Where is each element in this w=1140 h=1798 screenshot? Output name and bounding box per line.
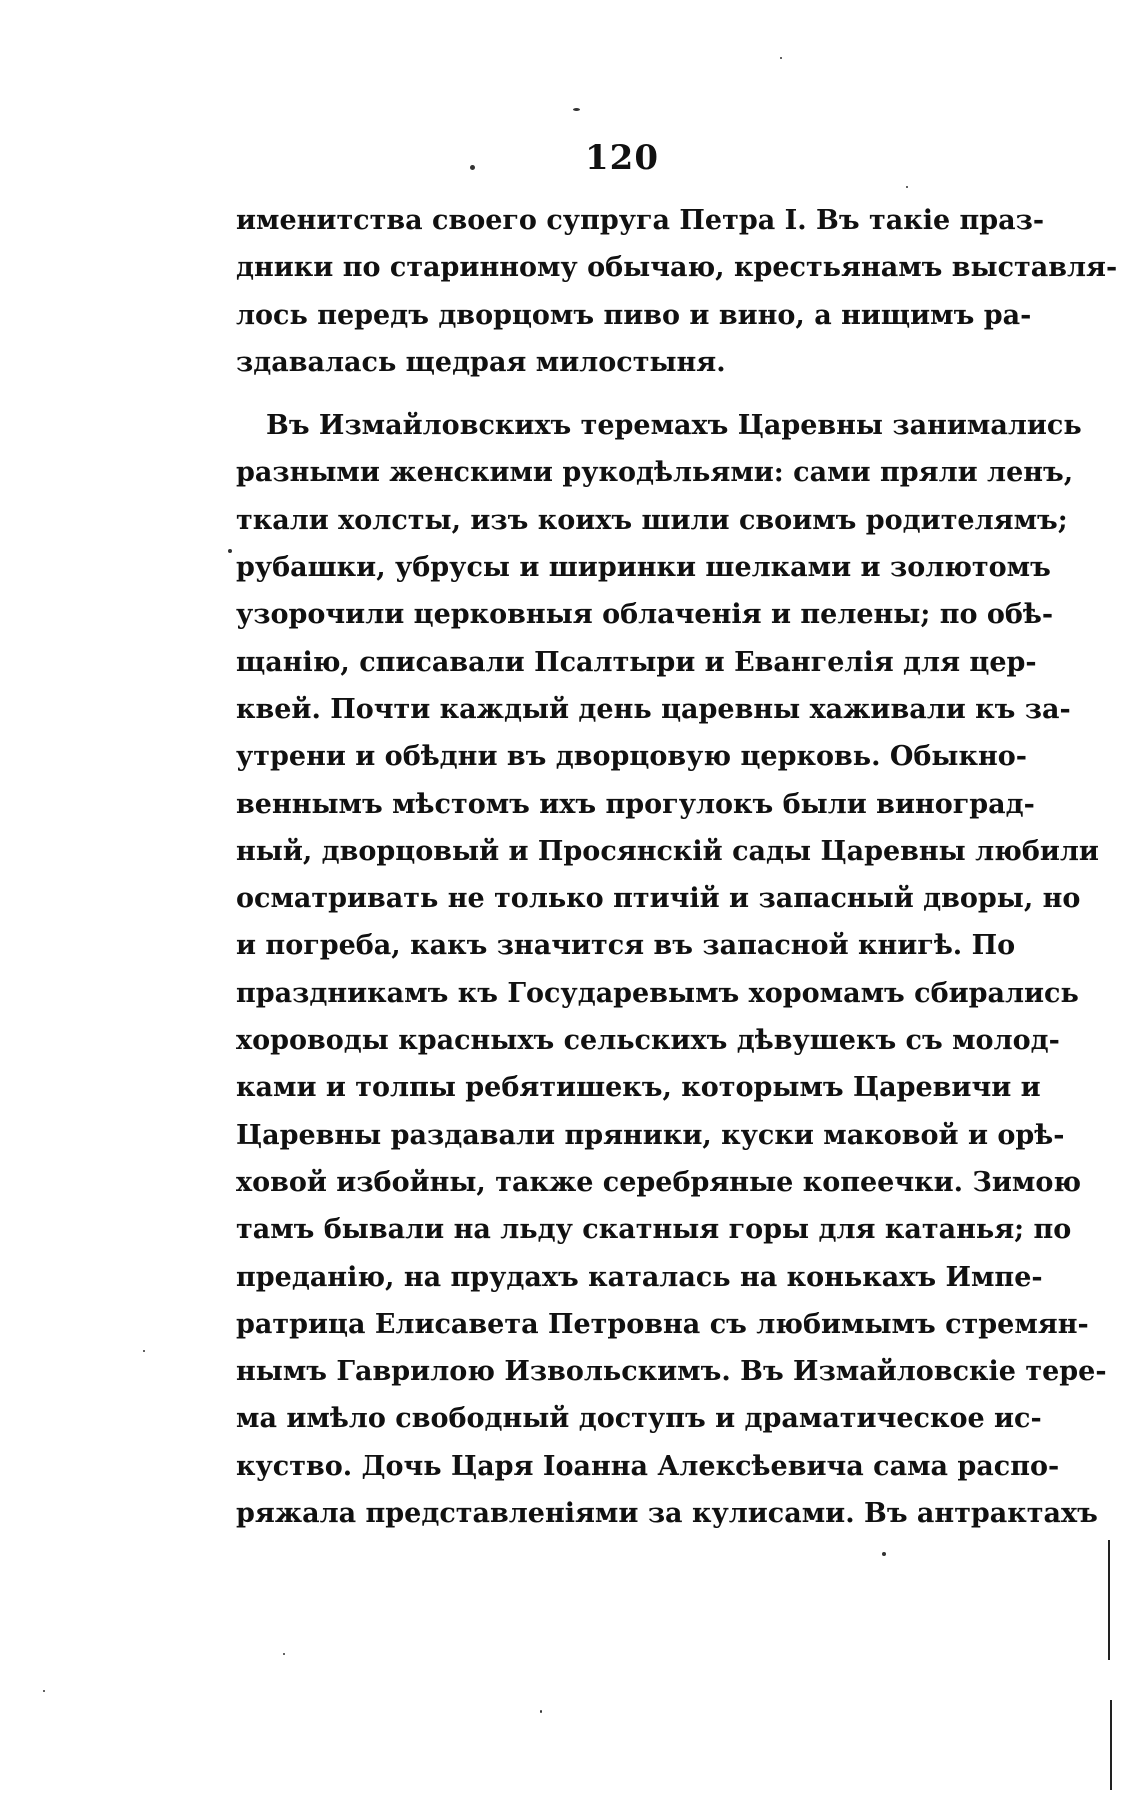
text-line: ками и толпы ребятишекъ, которымъ Царевичи и — [236, 1072, 1041, 1104]
text-line: ма имѣло свободный доступъ и драматическое ис- — [236, 1403, 1042, 1435]
text-line: ратрица Елисавета Петровна съ любимымъ стремян- — [236, 1308, 1089, 1340]
scan-speck — [540, 1710, 542, 1713]
scan-speck — [228, 549, 232, 553]
text-line: ткали холсты, изъ коихъ шили своимъ родителямъ; — [236, 504, 1068, 536]
text-line: здавалась щедрая милостыня. — [236, 346, 726, 378]
scan-speck — [43, 1690, 45, 1692]
text-line: квей. Почти каждый день царевны хаживали къ за- — [236, 693, 1071, 725]
text-line: осматривать не только птичій и запасный дворы, но — [236, 883, 1081, 915]
text-line: разными женскими рукодѣльями: сами пряли ленъ, — [236, 457, 1074, 489]
scan-speck — [283, 1653, 285, 1655]
scan-speck — [780, 57, 782, 59]
text-line: узорочили церковныя облаченія и пелены; по обѣ- — [236, 599, 1054, 631]
scan-speck — [882, 1552, 886, 1556]
text-line: щанію, списавали Псалтыри и Евангелія для цер- — [236, 646, 1037, 678]
text-line: именитства своего супруга Петра I. Въ такіе праз- — [236, 205, 1045, 236]
text-line: ный, дворцовый и Просянскій сады Царевны любили — [236, 835, 1099, 867]
text-line: ряжала представленіями за кулисами. Въ антрактахъ — [236, 1498, 1098, 1530]
scan-speck — [143, 1350, 145, 1352]
text-line: Въ Измайловскихъ теремахъ Царевны занимались — [266, 410, 1082, 442]
text-line: веннымъ мѣстомъ ихъ прогулокъ были виноград- — [236, 788, 1035, 820]
text-line: тамъ бывали на льду скатныя горы для катанья; по — [236, 1214, 1072, 1246]
body-text — [236, 197, 1118, 1537]
text-line: Царевны раздавали пряники, куски маковой и орѣ- — [236, 1119, 1065, 1151]
text-line: праздникамъ къ Государевымъ хоромамъ сбирались — [236, 977, 1079, 1009]
scan-speck — [470, 165, 475, 170]
text-line: куство. Дочь Царя Іоанна Алексѣевича сама распо- — [236, 1450, 1060, 1482]
paragraph-gap — [236, 386, 974, 402]
text-line: преданію, на прудахъ каталась на конькахъ Импе- — [236, 1261, 1043, 1293]
text-line: рубашки, убрусы и ширинки шелками и золютомъ — [236, 552, 1051, 584]
scan-speck — [906, 186, 908, 188]
text-line: нымъ Гаврилою Извольскимъ. Въ Измайловскіе тере- — [236, 1356, 1107, 1388]
text-line: хороводы красныхъ сельскихъ дѣвушекъ съ молод- — [236, 1025, 1060, 1057]
scan-speck — [573, 108, 580, 111]
text-line: ховой избойны, также серебряные копеечки. Зимою — [236, 1166, 1082, 1198]
text-line: лось передъ дворцомъ пиво и вино, а нищимъ ра- — [236, 299, 1032, 331]
scan-edge-mark — [1110, 1700, 1112, 1790]
scan-edge-mark — [1108, 1540, 1110, 1660]
text-line: дники по старинному обычаю, крестьянамъ выставля- — [236, 252, 1118, 284]
page-number: 120 — [585, 138, 659, 178]
text-line: и погреба, какъ значится въ запасной книгѣ. По — [236, 930, 1016, 962]
text-line: утрени и обѣдни въ дворцовую церковь. Обыкно- — [236, 741, 1027, 773]
